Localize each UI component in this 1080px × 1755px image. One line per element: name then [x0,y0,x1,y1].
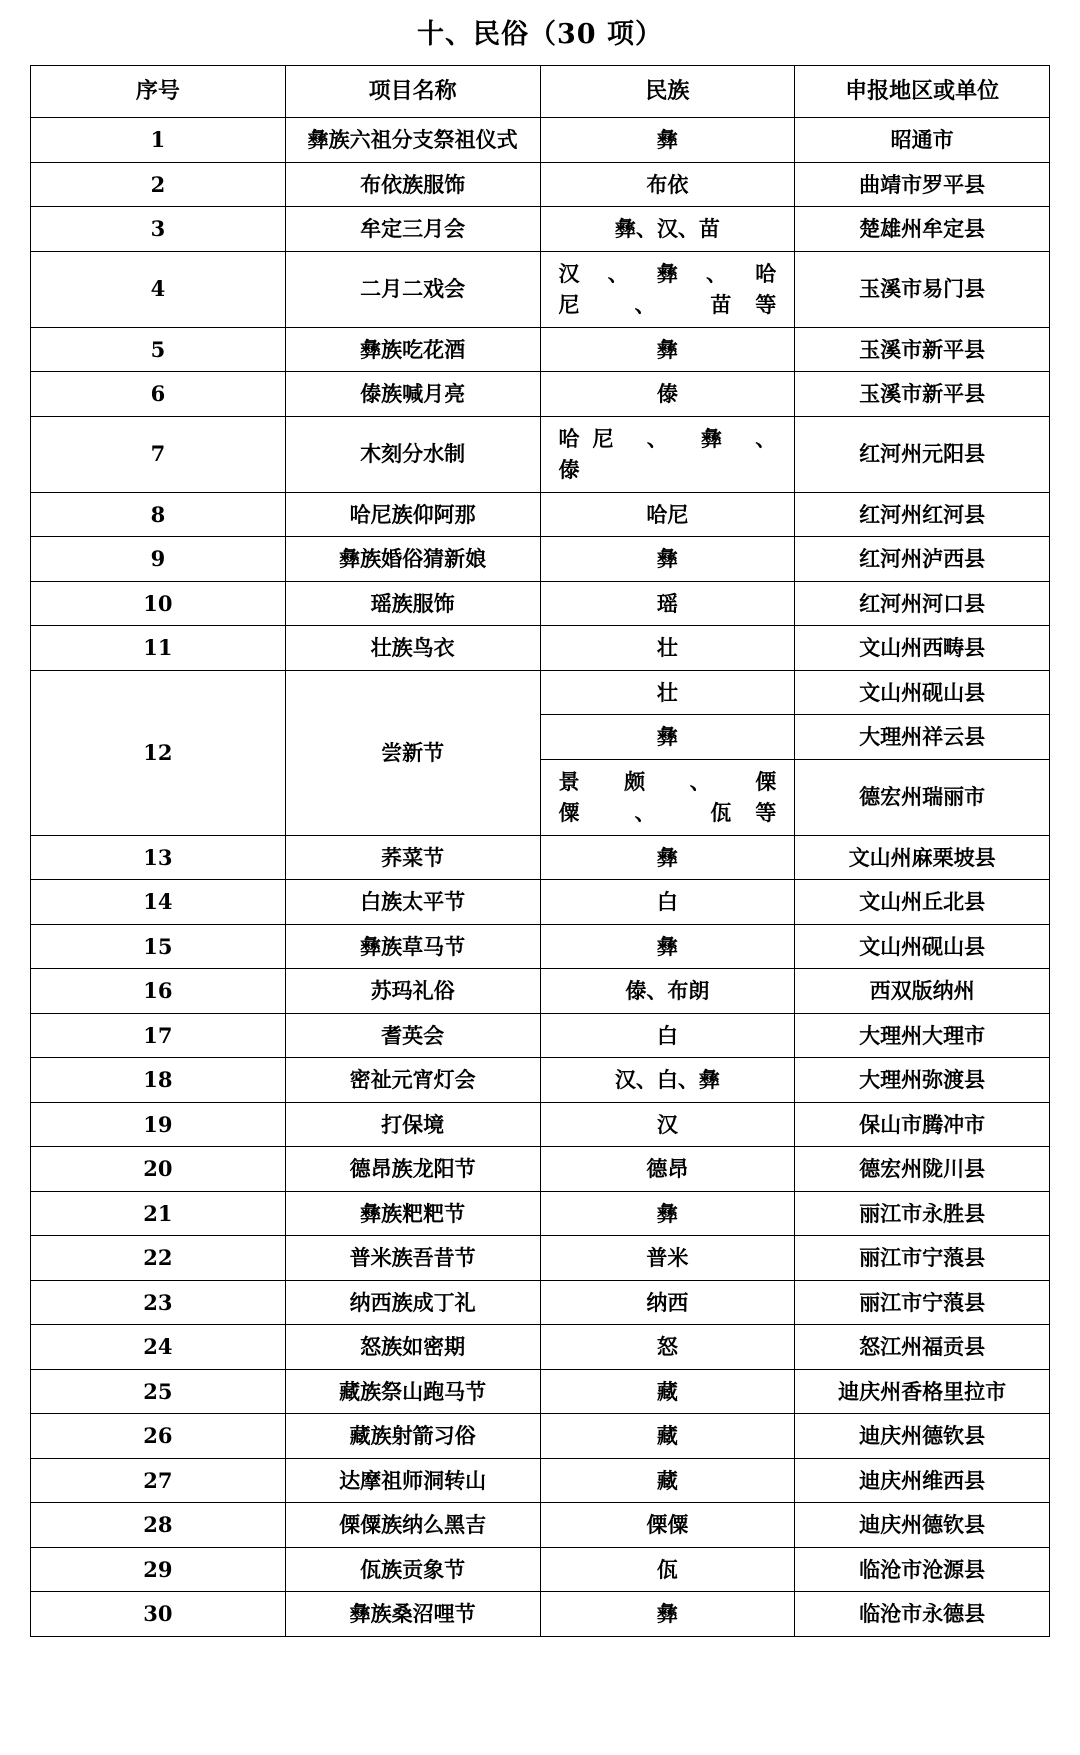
cell-num: 4 [31,251,286,327]
ethnic-text: 佤 [656,1556,678,1582]
cell-name: 耆英会 [285,1013,540,1058]
cell-region: 西双版纳州 [795,969,1050,1014]
cell-name: 傈僳族纳么黑吉 [285,1503,540,1548]
ethnic-line: 哈尼 、 彝 、 [558,425,777,451]
cell-ethnic [540,969,795,1014]
cell-name: 普米族吾昔节 [285,1236,540,1281]
cell-ethnic [540,1013,795,1058]
ethnic-text: 傣 [656,381,678,406]
ethnic-text: 彝 [656,1601,678,1626]
cell-ethnic [540,1592,795,1637]
cell-name: 打保境 [285,1102,540,1147]
cell-ethnic [540,924,795,969]
ethnic-text: 白 [656,889,678,914]
table-row [31,924,1050,969]
column-header-ethnic: 民族 [540,66,795,118]
cell-ethnic [540,1369,795,1414]
cell-num: 30 [31,1592,286,1637]
ethnic-line: 傣 [558,457,580,482]
cell-region: 保山市腾冲市 [795,1102,1050,1147]
cell-region: 迪庆州维西县 [795,1458,1050,1503]
ethnic-text: 纳西 [646,1289,689,1315]
table-row [31,1592,1050,1637]
cell-ethnic [540,1325,795,1370]
ethnic-text: 瑶 [656,590,678,616]
table-row [31,626,1050,671]
folklore-items-table [30,65,1050,1637]
cell-ethnic [540,1458,795,1503]
cell-name: 彝族草马节 [285,924,540,969]
cell-num: 10 [31,581,286,626]
ethnic-text: 白 [656,1022,678,1048]
cell-num: 20 [31,1147,286,1192]
cell-num: 23 [31,1280,286,1325]
cell-ethnic [540,1280,795,1325]
cell-region: 文山州砚山县 [795,670,1050,715]
table-row [31,670,1050,715]
table-row [31,1236,1050,1281]
table-row [31,1414,1050,1459]
table-row [31,372,1050,417]
column-header-num: 序号 [31,66,286,118]
cell-name: 牟定三月会 [285,207,540,252]
cell-ethnic [540,1058,795,1103]
cell-num: 25 [31,1369,286,1414]
table-body [31,118,1050,1637]
cell-num: 26 [31,1414,286,1459]
cell-name: 苏玛礼俗 [285,969,540,1014]
cell-region: 红河州元阳县 [795,416,1050,492]
cell-ethnic [540,162,795,207]
cell-num: 6 [31,372,286,417]
table-row [31,835,1050,880]
cell-region: 怒江州福贡县 [795,1325,1050,1370]
cell-name: 德昂族龙阳节 [285,1147,540,1192]
ethnic-text: 壮 [656,635,678,660]
table-row [31,207,1050,252]
cell-name: 藏族射箭习俗 [285,1414,540,1459]
table-row [31,492,1050,537]
ethnic-text: 藏 [656,1423,678,1448]
cell-name: 尝新节 [285,670,540,835]
cell-num: 13 [31,835,286,880]
cell-num: 24 [31,1325,286,1370]
cell-ethnic [540,207,795,252]
cell-region: 丽江市宁蒗县 [795,1280,1050,1325]
table-row [31,1147,1050,1192]
cell-name: 彝族吃花酒 [285,327,540,372]
table-row [31,251,1050,327]
cell-name: 纳西族成丁礼 [285,1280,540,1325]
table-row [31,162,1050,207]
cell-region: 迪庆州德钦县 [795,1503,1050,1548]
cell-region: 玉溪市新平县 [795,372,1050,417]
cell-name: 彝族六祖分支祭祖仪式 [285,118,540,163]
ethnic-text: 傣、布朗 [625,978,710,1003]
column-header-name: 项目名称 [285,66,540,118]
cell-num: 1 [31,118,286,163]
table-row [31,327,1050,372]
cell-region: 昭通市 [795,118,1050,163]
cell-region: 临沧市永德县 [795,1592,1050,1637]
ethnic-text: 壮 [656,679,678,705]
cell-region: 德宏州陇川县 [795,1147,1050,1192]
ethnic-text: 彝 [656,336,678,362]
ethnic-line: 景 颇 、 傈 [558,768,777,794]
cell-ethnic [540,1547,795,1592]
table-row [31,1058,1050,1103]
ethnic-text: 傈僳 [646,1512,689,1537]
table-row [31,581,1050,626]
cell-region: 丽江市永胜县 [795,1191,1050,1236]
cell-name: 瑶族服饰 [285,581,540,626]
cell-ethnic [540,537,795,582]
cell-name: 彝族桑沼哩节 [285,1592,540,1637]
ethnic-text: 彝 [656,127,678,152]
ethnic-text: 彝 [656,724,678,749]
cell-ethnic [540,372,795,417]
cell-num: 5 [31,327,286,372]
ethnic-text: 汉 [656,1111,678,1137]
table-row [31,1013,1050,1058]
table-header [31,66,1050,118]
cell-ethnic [540,581,795,626]
cell-num: 27 [31,1458,286,1503]
cell-num: 7 [31,416,286,492]
cell-region: 玉溪市易门县 [795,251,1050,327]
cell-name: 布依族服饰 [285,162,540,207]
cell-region: 文山州丘北县 [795,880,1050,925]
cell-ethnic [540,251,795,327]
cell-ethnic [540,1236,795,1281]
cell-num: 14 [31,880,286,925]
cell-num: 22 [31,1236,286,1281]
cell-name: 壮族鸟衣 [285,626,540,671]
table-row [31,1102,1050,1147]
cell-region: 红河州泸西县 [795,537,1050,582]
cell-num: 28 [31,1503,286,1548]
cell-name: 二月二戏会 [285,251,540,327]
cell-region: 楚雄州牟定县 [795,207,1050,252]
cell-ethnic [540,715,795,760]
table-row [31,1325,1050,1370]
ethnic-text: 彝 [656,933,678,959]
cell-name: 傣族喊月亮 [285,372,540,417]
cell-region: 红河州红河县 [795,492,1050,537]
cell-num: 2 [31,162,286,207]
table-row [31,880,1050,925]
cell-name: 荞菜节 [285,835,540,880]
cell-ethnic [540,1147,795,1192]
cell-region: 迪庆州香格里拉市 [795,1369,1050,1414]
ethnic-text: 怒 [656,1334,678,1359]
cell-name: 达摩祖师洞转山 [285,1458,540,1503]
table-row [31,416,1050,492]
cell-num: 3 [31,207,286,252]
cell-name: 怒族如密期 [285,1325,540,1370]
cell-region: 文山州西畴县 [795,626,1050,671]
cell-num: 12 [31,670,286,835]
ethnic-line: 汉 、 彝 、 哈 [558,260,777,286]
cell-ethnic [540,416,795,492]
cell-num: 17 [31,1013,286,1058]
cell-name: 藏族祭山跑马节 [285,1369,540,1414]
cell-num: 16 [31,969,286,1014]
cell-name: 佤族贡象节 [285,1547,540,1592]
cell-ethnic [540,1414,795,1459]
cell-ethnic [540,1191,795,1236]
cell-region: 红河州河口县 [795,581,1050,626]
cell-ethnic [540,670,795,715]
cell-region: 临沧市沧源县 [795,1547,1050,1592]
cell-num: 29 [31,1547,286,1592]
cell-region: 玉溪市新平县 [795,327,1050,372]
ethnic-text: 彝 [656,1200,678,1226]
cell-name: 木刻分水制 [285,416,540,492]
table-row [31,1280,1050,1325]
cell-num: 21 [31,1191,286,1236]
cell-ethnic [540,327,795,372]
cell-region: 文山州砚山县 [795,924,1050,969]
table-row [31,537,1050,582]
ethnic-text: 汉、白、彝 [614,1067,720,1092]
cell-name: 白族太平节 [285,880,540,925]
table-row [31,1369,1050,1414]
ethnic-text: 藏 [656,1378,678,1404]
cell-num: 11 [31,626,286,671]
page-title: 十、民俗（30 项） [417,19,663,50]
ethnic-text: 彝、汉、苗 [614,216,720,241]
ethnic-text: 彝 [656,844,678,870]
cell-region: 丽江市宁蒗县 [795,1236,1050,1281]
cell-num: 15 [31,924,286,969]
column-header-region: 申报地区或单位 [795,66,1050,118]
cell-name: 彝族粑粑节 [285,1191,540,1236]
table-row [31,1458,1050,1503]
cell-ethnic [540,118,795,163]
table-row [31,969,1050,1014]
table-header-row [31,66,1050,118]
cell-num: 18 [31,1058,286,1103]
table-row [31,1547,1050,1592]
ethnic-text: 布依 [646,171,689,197]
cell-region: 德宏州瑞丽市 [795,759,1050,835]
cell-name: 哈尼族仰阿那 [285,492,540,537]
table-row [31,118,1050,163]
cell-num: 8 [31,492,286,537]
cell-region: 大理州祥云县 [795,715,1050,760]
cell-region: 曲靖市罗平县 [795,162,1050,207]
cell-region: 文山州麻栗坡县 [795,835,1050,880]
cell-num: 19 [31,1102,286,1147]
cell-region: 大理州大理市 [795,1013,1050,1058]
cell-ethnic [540,1102,795,1147]
ethnic-text: 哈尼 [646,501,689,527]
cell-num: 9 [31,537,286,582]
ethnic-text: 普米 [646,1245,689,1270]
cell-ethnic [540,1503,795,1548]
cell-ethnic [540,835,795,880]
cell-name: 密祉元宵灯会 [285,1058,540,1103]
cell-ethnic [540,492,795,537]
ethnic-line: 尼 、 苗等 [558,292,777,317]
ethnic-text: 藏 [656,1467,678,1493]
cell-name: 彝族婚俗猜新娘 [285,537,540,582]
table-row [31,1503,1050,1548]
cell-ethnic [540,880,795,925]
cell-region: 迪庆州德钦县 [795,1414,1050,1459]
cell-ethnic [540,759,795,835]
ethnic-text: 彝 [656,546,678,571]
cell-region: 大理州弥渡县 [795,1058,1050,1103]
cell-ethnic [540,626,795,671]
table-row [31,1191,1050,1236]
ethnic-line: 僳 、 佤等 [558,800,777,825]
ethnic-text: 德昂 [646,1156,689,1181]
